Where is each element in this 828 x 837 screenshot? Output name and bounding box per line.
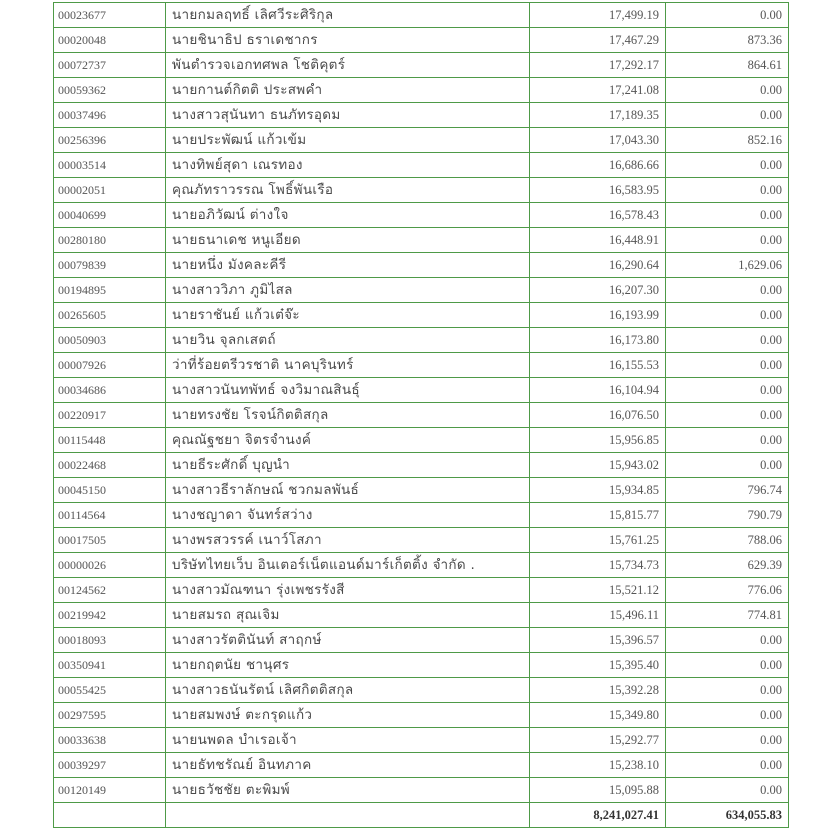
member-id-cell: 00034686	[54, 378, 166, 403]
member-name-cell: นางสาวสุนันทา ธนภัทรอุดม	[166, 103, 530, 128]
member-name-cell: นายสมพงษ์ ตะกรุดแก้ว	[166, 703, 530, 728]
member-id-cell: 00124562	[54, 578, 166, 603]
table-row	[54, 753, 789, 778]
member-id-cell: 00033638	[54, 728, 166, 753]
amount-cell: 16,290.64	[530, 253, 666, 278]
amount-cell: 15,095.88	[530, 778, 666, 803]
tax-cell: 0.00	[666, 153, 789, 178]
table-row	[54, 578, 789, 603]
member-id-cell: 00040699	[54, 203, 166, 228]
tax-cell: 776.06	[666, 578, 789, 603]
total-name-cell	[166, 803, 530, 828]
member-id-cell: 00115448	[54, 428, 166, 453]
tax-cell: 629.39	[666, 553, 789, 578]
member-name-cell: นางสาวธีราลักษณ์ ชวกมลพันธ์	[166, 478, 530, 503]
member-id-cell: 00280180	[54, 228, 166, 253]
member-id-cell: 00050903	[54, 328, 166, 353]
member-name-cell: นางสาววิภา ภูมิไสล	[166, 278, 530, 303]
member-name-cell: นายประพัฒน์ แก้วเข้ม	[166, 128, 530, 153]
table-row	[54, 103, 789, 128]
tax-cell: 873.36	[666, 28, 789, 53]
table-row	[54, 528, 789, 553]
table-body	[54, 3, 789, 828]
tax-cell: 0.00	[666, 753, 789, 778]
amount-cell: 17,292.17	[530, 53, 666, 78]
table-row	[54, 428, 789, 453]
member-id-cell: 00007926	[54, 353, 166, 378]
tax-cell: 0.00	[666, 3, 789, 28]
tax-cell: 852.16	[666, 128, 789, 153]
member-id-cell: 00079839	[54, 253, 166, 278]
member-name-cell: นายกานต์กิตติ ประสพคำ	[166, 78, 530, 103]
table-row	[54, 353, 789, 378]
member-id-cell: 00297595	[54, 703, 166, 728]
member-id-cell: 00018093	[54, 628, 166, 653]
member-id-cell: 00017505	[54, 528, 166, 553]
member-name-cell: นายธวัชชัย ตะพิมพ์	[166, 778, 530, 803]
total-row	[54, 803, 789, 828]
table-row	[54, 728, 789, 753]
member-name-cell: นางพรสวรรค์ เนาว์โสภา	[166, 528, 530, 553]
member-name-cell: นางสาวรัตตินันท์ สาฤกษ์	[166, 628, 530, 653]
tax-cell: 0.00	[666, 353, 789, 378]
amount-cell: 15,238.10	[530, 753, 666, 778]
member-name-cell: นายอภิวัฒน์ ต่างใจ	[166, 203, 530, 228]
tax-cell: 0.00	[666, 428, 789, 453]
table-row	[54, 603, 789, 628]
table-row	[54, 203, 789, 228]
amount-cell: 16,207.30	[530, 278, 666, 303]
member-name-cell: นายธนาเดช หนูเอียด	[166, 228, 530, 253]
tax-cell: 0.00	[666, 728, 789, 753]
tax-cell: 0.00	[666, 678, 789, 703]
tax-cell: 864.61	[666, 53, 789, 78]
member-name-cell: นางชญาดา จันทร์สว่าง	[166, 503, 530, 528]
tax-cell: 0.00	[666, 403, 789, 428]
tax-cell: 790.79	[666, 503, 789, 528]
total-id-cell	[54, 803, 166, 828]
member-name-cell: นายราชันย์ แก้วเต๋จ๊ะ	[166, 303, 530, 328]
member-name-cell: นายหนึ่ง มังคละคีรี	[166, 253, 530, 278]
table-row	[54, 3, 789, 28]
table-row	[54, 28, 789, 53]
tax-cell: 0.00	[666, 278, 789, 303]
amount-cell: 16,173.80	[530, 328, 666, 353]
amount-cell: 15,734.73	[530, 553, 666, 578]
table-row	[54, 553, 789, 578]
table-row	[54, 653, 789, 678]
member-name-cell: นายธีระศักดิ์ บุญนำ	[166, 453, 530, 478]
amount-cell: 17,043.30	[530, 128, 666, 153]
tax-cell: 0.00	[666, 778, 789, 803]
table-row	[54, 453, 789, 478]
total-amount-cell: 8,241,027.41	[530, 803, 666, 828]
tax-cell: 0.00	[666, 653, 789, 678]
table-row	[54, 628, 789, 653]
table-row	[54, 503, 789, 528]
amount-cell: 15,292.77	[530, 728, 666, 753]
member-id-cell: 00256396	[54, 128, 166, 153]
table-row	[54, 478, 789, 503]
amount-cell: 16,583.95	[530, 178, 666, 203]
amount-cell: 17,467.29	[530, 28, 666, 53]
amount-cell: 16,193.99	[530, 303, 666, 328]
total-tax-cell: 634,055.83	[666, 803, 789, 828]
amount-cell: 15,943.02	[530, 453, 666, 478]
table-row	[54, 703, 789, 728]
member-name-cell: นายชินาธิป ธราเดชากร	[166, 28, 530, 53]
amount-cell: 17,499.19	[530, 3, 666, 28]
table-row	[54, 53, 789, 78]
member-name-cell: นางสาวมัณฑนา รุ่งเพชรรังสี	[166, 578, 530, 603]
amount-cell: 16,155.53	[530, 353, 666, 378]
tax-cell: 1,629.06	[666, 253, 789, 278]
table-row	[54, 403, 789, 428]
amount-cell: 15,349.80	[530, 703, 666, 728]
member-id-cell: 00194895	[54, 278, 166, 303]
member-id-cell: 00000026	[54, 553, 166, 578]
member-name-cell: คุณภัทราวรรณ โพธิ์พันเรือ	[166, 178, 530, 203]
tax-cell: 0.00	[666, 328, 789, 353]
member-name-cell: พันตำรวจเอกทศพล โชติคุตร์	[166, 53, 530, 78]
member-id-cell: 00023677	[54, 3, 166, 28]
amount-cell: 15,761.25	[530, 528, 666, 553]
amount-cell: 16,448.91	[530, 228, 666, 253]
amount-cell: 15,934.85	[530, 478, 666, 503]
member-id-cell: 00020048	[54, 28, 166, 53]
table-row	[54, 278, 789, 303]
tax-cell: 0.00	[666, 178, 789, 203]
table-row	[54, 378, 789, 403]
member-name-cell: ว่าที่ร้อยตรีวรชาติ นาคบุรินทร์	[166, 353, 530, 378]
amount-cell: 16,578.43	[530, 203, 666, 228]
tax-cell: 0.00	[666, 103, 789, 128]
tax-cell: 0.00	[666, 628, 789, 653]
table-row	[54, 678, 789, 703]
amount-cell: 16,686.66	[530, 153, 666, 178]
tax-cell: 0.00	[666, 303, 789, 328]
amount-cell: 16,076.50	[530, 403, 666, 428]
member-name-cell: นายสมรถ สุณเจิม	[166, 603, 530, 628]
table-row	[54, 153, 789, 178]
member-name-cell: นายกมลฤทธิ์ เลิศวีระศิริกุล	[166, 3, 530, 28]
table-row	[54, 178, 789, 203]
table-row	[54, 328, 789, 353]
payment-table-sheet	[53, 2, 788, 828]
amount-cell: 15,521.12	[530, 578, 666, 603]
member-name-cell: นายธัทชรัณย์ อินทภาค	[166, 753, 530, 778]
tax-cell: 0.00	[666, 228, 789, 253]
payment-table	[53, 2, 789, 828]
table-row	[54, 228, 789, 253]
member-id-cell: 00039297	[54, 753, 166, 778]
member-name-cell: นายทรงชัย โรจน์กิตติสกุล	[166, 403, 530, 428]
member-name-cell: บริษัทไทยเว็บ อินเตอร์เน็ตแอนด์มาร์เก็ตติ้ง จำกัด .	[166, 553, 530, 578]
amount-cell: 15,815.77	[530, 503, 666, 528]
tax-cell: 0.00	[666, 453, 789, 478]
tax-cell: 796.74	[666, 478, 789, 503]
tax-cell: 0.00	[666, 703, 789, 728]
amount-cell: 15,496.11	[530, 603, 666, 628]
tax-cell: 788.06	[666, 528, 789, 553]
member-id-cell: 00350941	[54, 653, 166, 678]
amount-cell: 15,956.85	[530, 428, 666, 453]
table-row	[54, 778, 789, 803]
member-id-cell: 00045150	[54, 478, 166, 503]
member-id-cell: 00220917	[54, 403, 166, 428]
member-id-cell: 00114564	[54, 503, 166, 528]
table-row	[54, 78, 789, 103]
table-row	[54, 128, 789, 153]
member-id-cell: 00002051	[54, 178, 166, 203]
tax-cell: 0.00	[666, 203, 789, 228]
amount-cell: 15,396.57	[530, 628, 666, 653]
member-name-cell: นางสาวนันทพัทธ์ จงวิมาณสินธุ์	[166, 378, 530, 403]
member-name-cell: นายกฤตนัย ชานุศร	[166, 653, 530, 678]
member-id-cell: 00072737	[54, 53, 166, 78]
member-id-cell: 00022468	[54, 453, 166, 478]
member-name-cell: นายวิน จุลกเสตถ์	[166, 328, 530, 353]
amount-cell: 15,392.28	[530, 678, 666, 703]
tax-cell: 0.00	[666, 378, 789, 403]
table-row	[54, 303, 789, 328]
member-name-cell: นายนพดล บำเรอเจ้า	[166, 728, 530, 753]
amount-cell: 17,241.08	[530, 78, 666, 103]
tax-cell: 774.81	[666, 603, 789, 628]
member-name-cell: คุณณัฐชยา จิตรจำนงค์	[166, 428, 530, 453]
member-id-cell: 00120149	[54, 778, 166, 803]
member-name-cell: นางทิพย์สุดา เณรทอง	[166, 153, 530, 178]
member-id-cell: 00037496	[54, 103, 166, 128]
member-id-cell: 00265605	[54, 303, 166, 328]
tax-cell: 0.00	[666, 78, 789, 103]
amount-cell: 17,189.35	[530, 103, 666, 128]
amount-cell: 15,395.40	[530, 653, 666, 678]
table-row	[54, 253, 789, 278]
member-id-cell: 00055425	[54, 678, 166, 703]
member-id-cell: 00003514	[54, 153, 166, 178]
amount-cell: 16,104.94	[530, 378, 666, 403]
member-id-cell: 00059362	[54, 78, 166, 103]
member-id-cell: 00219942	[54, 603, 166, 628]
member-name-cell: นางสาวธนันรัตน์ เลิศกิตติสกุล	[166, 678, 530, 703]
